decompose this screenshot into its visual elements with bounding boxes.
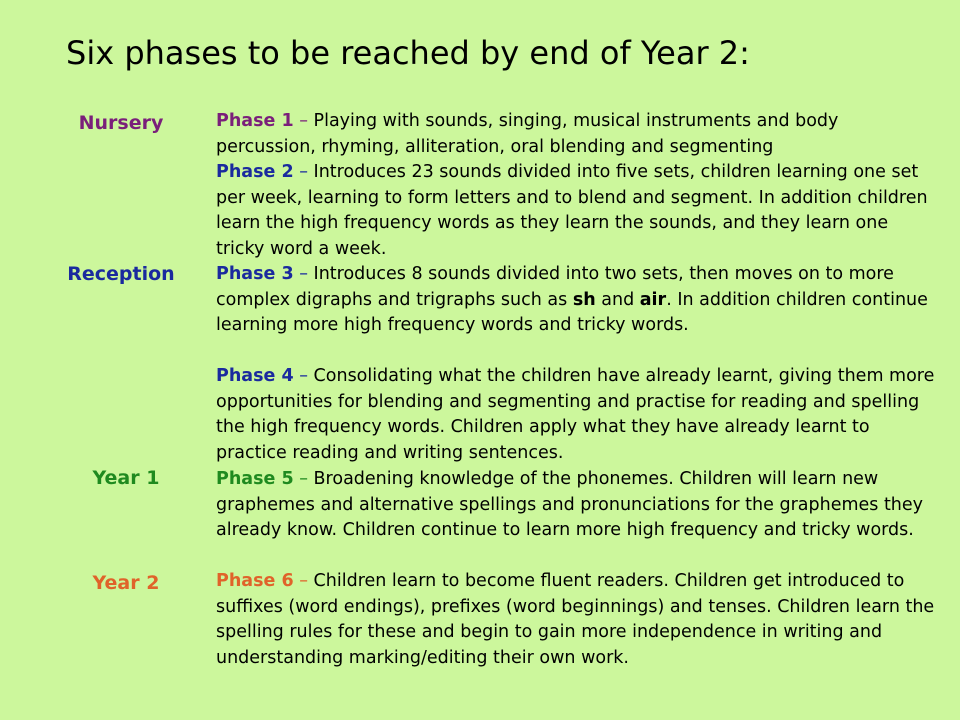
phase-3-dash: – bbox=[293, 264, 314, 284]
phase-6-text bbox=[216, 569, 936, 671]
stage-nursery: Nursery bbox=[78, 112, 164, 134]
phase-4-label: Phase 4 bbox=[216, 366, 294, 386]
page-title: Six phases to be reached by end of Year 2: bbox=[66, 34, 750, 72]
phase-5-text bbox=[216, 467, 936, 544]
phase-5-dash: – bbox=[293, 469, 314, 489]
phase-3-text bbox=[216, 262, 936, 339]
stage-year-1: Year 1 bbox=[92, 467, 160, 489]
phase-3-keyword-air: air bbox=[639, 289, 667, 310]
phase-1-dash: – bbox=[293, 111, 314, 131]
phase-2-dash: – bbox=[293, 162, 314, 182]
phase-6-dash: – bbox=[293, 571, 314, 591]
phase-4-description: Consolidating what the children have already learnt, giving them more opportunities for blending and segmenting and practise for reading and spelling the high frequency words. Children apply what they have already learnt to practice reading and writing sentences. bbox=[216, 366, 935, 463]
phase-6-description: Children learn to become fluent readers. Children get introduced to suffixes (word endings), prefixes (word beginnings) and tenses. Children learn the spelling rules for these and begin to gain more independence in writing and understanding marking/editing their own work. bbox=[216, 571, 935, 668]
phase-6-label: Phase 6 bbox=[216, 571, 294, 591]
phase-2-label: Phase 2 bbox=[216, 162, 294, 182]
phase-2-description: Introduces 23 sounds divided into five sets, children learning one set per week, learning to form letters and to blend and segment. In addition children learn the high frequency words as they learn the sounds, and they learn one tricky word a week. bbox=[216, 162, 928, 259]
phase-5-label: Phase 5 bbox=[216, 469, 294, 489]
phase-1-text bbox=[216, 109, 936, 160]
stage-year-2: Year 2 bbox=[92, 572, 160, 594]
phase-4-text bbox=[216, 364, 936, 466]
phase-1-description: Playing with sounds, singing, musical instruments and body percussion, rhyming, alliteration, oral blending and segmenting bbox=[216, 111, 839, 157]
phase-3-description-a: Introduces 8 sounds divided into two sets, then moves on to more complex digraphs and trigraphs such as bbox=[216, 264, 894, 310]
stage-reception: Reception bbox=[67, 263, 175, 285]
phase-1-label: Phase 1 bbox=[216, 111, 294, 131]
phase-3-description-c: . In addition children continue learning more high frequency words and tricky words. bbox=[216, 289, 928, 336]
phase-3-keyword-sh: sh bbox=[572, 289, 596, 310]
phase-4-dash: – bbox=[293, 366, 314, 386]
phase-5-description: Broadening knowledge of the phonemes. Children will learn new graphemes and alternative spellings and pronunciations for the graphemes they already know. Children continue to learn more high frequency and tricky words. bbox=[216, 469, 924, 541]
phase-3-label: Phase 3 bbox=[216, 264, 294, 284]
phase-3-description-b: and bbox=[595, 289, 640, 310]
phase-2-text bbox=[216, 160, 936, 262]
